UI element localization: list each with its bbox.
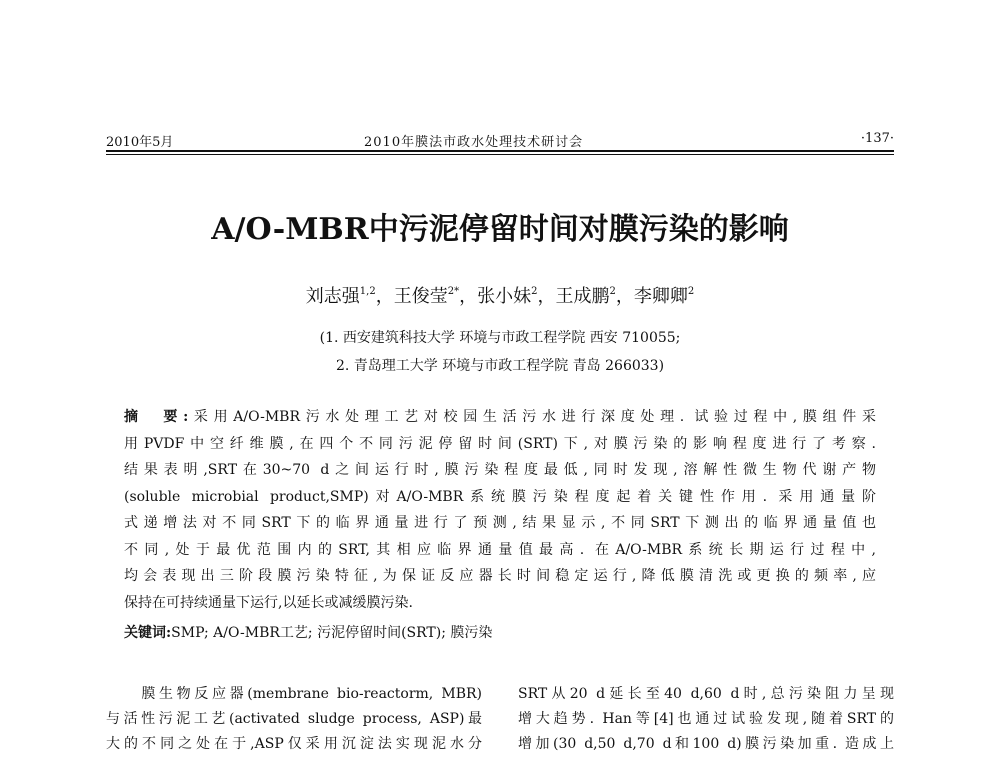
body-column-left — [106, 682, 482, 757]
author-name: 王俊莹 — [393, 286, 448, 307]
header-date: 2010年5月 — [106, 135, 174, 150]
running-header — [106, 131, 894, 151]
body-line: 大的不同之处在于,ASP仅采用沉淀法实现泥水分 — [106, 736, 482, 752]
author-separator: ， — [537, 286, 556, 307]
author-list — [0, 282, 1000, 308]
body-line: 增加(30 d,50 d,70 d和100 d)膜污染加重. 造成上 — [518, 736, 894, 752]
header-rule-thick — [106, 150, 894, 152]
body-line: 膜生物反应器(membrane bio-reactorm, MBR) — [106, 686, 482, 702]
author-separator: ， — [375, 286, 394, 307]
header-conference: 2010年膜法市政水处理技术研讨会 — [364, 135, 584, 150]
author-separator: ， — [459, 286, 478, 307]
keywords — [124, 622, 492, 642]
author-affiliation-mark: 2 — [609, 286, 616, 297]
abstract-line: 式递增法对不同SRT下的临界通量进行了预测,结果显示,不同SRT下测出的临界通量值也 — [124, 515, 876, 531]
author-affiliation-mark: 2 — [687, 286, 695, 297]
keywords-text: SMP; A/O-MBR工艺; 污泥停留时间(SRT); 膜污染 — [171, 625, 493, 641]
abstract-line: (soluble microbial product,SMP)对A/O-MBR系统膜污染程度起着关键性作用. 采用通量阶 — [124, 488, 876, 505]
abstract-label: 摘 要: — [124, 409, 189, 425]
abstract-line: 用PVDF中空纤维膜,在四个不同污泥停留时间(SRT)下,对膜污染的影响程度进行了考察. — [124, 435, 876, 452]
author-affiliation-mark: 1,2 — [359, 286, 376, 297]
abstract-line: 采用A/O-MBR污水处理工艺对校园生活污水进行深度处理. 试验过程中,膜组件采 — [188, 409, 876, 425]
body-line: 与活性污泥工艺(activated sludge process, ASP)最 — [106, 711, 482, 727]
abstract — [124, 404, 876, 616]
body-line: 增大趋势. Han等[4]也通过试验发现,随着SRT的 — [518, 711, 894, 727]
paper-title: A/O-MBR中污泥停留时间对膜污染的影响 — [211, 212, 789, 247]
affiliation-1: (1. 西安建筑科技大学 环境与市政工程学院 西安 710055; — [319, 330, 681, 346]
affiliation-2: 2. 青岛理工大学 环境与市政工程学院 青岛 266033) — [335, 358, 665, 374]
body-column-right — [518, 682, 894, 757]
author-name: 王成鹏 — [555, 286, 610, 307]
abstract-line: 均会表现出三阶段膜污染特征,为保证反应器长时间稳定运行,降低膜清洗或更换的频率,应 — [124, 568, 876, 584]
body-line: SRT从20 d延长至40 d,60 d时,总污染阻力呈现 — [518, 686, 894, 702]
author-name: 刘志强 — [305, 286, 360, 307]
keywords-label: 关键词: — [124, 625, 172, 641]
header-page-number: ·137· — [860, 131, 894, 146]
author-affiliation-mark: 2* — [447, 286, 460, 297]
author-affiliation-mark: 2 — [531, 286, 538, 297]
author-name: 张小妹 — [477, 286, 532, 307]
author-name: 李卿卿 — [633, 286, 688, 307]
author-separator: ， — [615, 286, 634, 307]
abstract-line: 保持在可持续通量下运行,以延长或减缓膜污染. — [124, 594, 413, 611]
abstract-line: 不同,处于最优范围内的SRT,其相应临界通量值最高. 在A/O-MBR系统长期运行过程中, — [124, 541, 876, 558]
header-rule-thin — [106, 154, 894, 155]
abstract-line: 结果表明,SRT在30~70 d之间运行时,膜污染程度最低,同时发现,溶解性微生物代谢产物 — [124, 462, 876, 478]
